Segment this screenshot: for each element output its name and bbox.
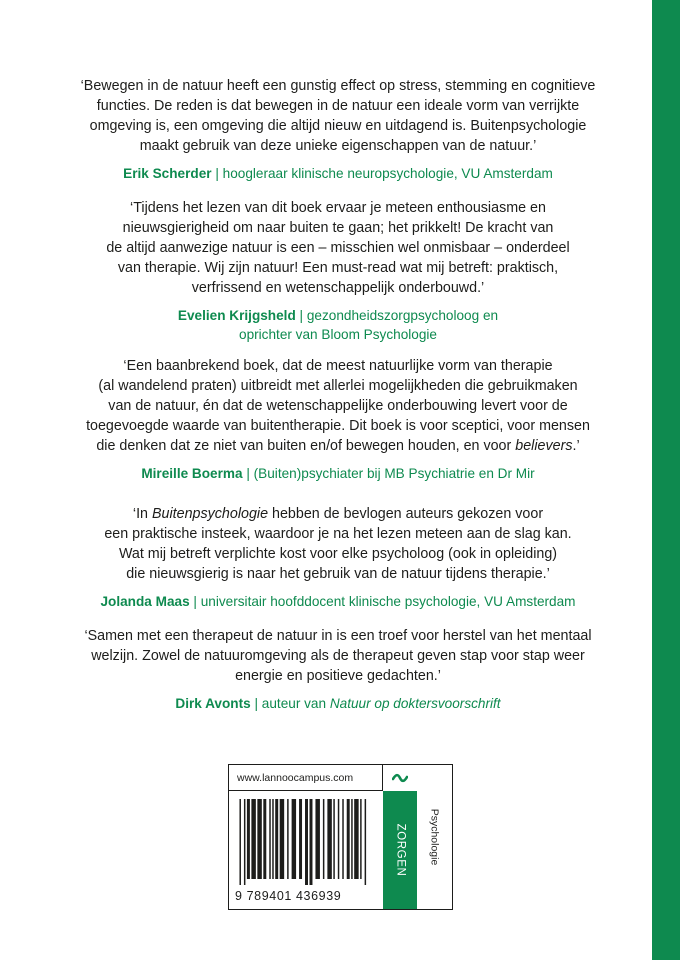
- quote-line: maakt gebruik van deze unieke eigenschappen van de natuur.’: [139, 138, 537, 154]
- attribution-separator: |: [193, 594, 197, 609]
- attribution: [68, 694, 608, 713]
- barcode-bar: [360, 799, 361, 879]
- attribution: [68, 164, 608, 183]
- barcode-bar: [315, 799, 319, 879]
- author-name: Erik Scherder: [123, 166, 212, 181]
- author-role: oprichter van Bloom Psychologie: [239, 327, 437, 342]
- attribution: [68, 592, 608, 611]
- quote-line: welzijn. Zowel de natuuromgeving als de therapeut geven stap voor stap weer: [91, 648, 585, 664]
- quote-line: [68, 436, 608, 456]
- quote-line: ‘Samen met een therapeut de natuur in is een troef voor herstel van het mentaal: [84, 628, 592, 644]
- quote-line: ‘Een baanbrekend boek, dat de meest natuurlijke vorm van therapie: [123, 358, 553, 374]
- quote-line: die nieuwsgierig is naar het gebruik van de natuur tijdens therapie.’: [126, 566, 550, 582]
- quote-line: (al wandelend praten) uitbreidt met allerlei mogelijkheden die gebruikmaken: [98, 378, 578, 394]
- barcode-bar: [347, 799, 350, 879]
- author-role: auteur van: [261, 696, 327, 711]
- lannoo-wave-icon: [383, 765, 417, 791]
- author-role: (Buiten)psychiater bij MB Psychiatrie en Dr Mir: [253, 466, 535, 481]
- barcode-bar: [333, 799, 334, 879]
- quote-line: functies. De reden is dat bewegen in de natuur een ideale vorm van verrijkte: [96, 98, 580, 114]
- barcode-bar: [244, 799, 245, 885]
- endorsement-maas: [68, 504, 608, 611]
- barcode-bar: [309, 799, 312, 885]
- quote-text: [68, 198, 608, 298]
- category-label: [383, 791, 417, 909]
- barcode-bar: [247, 799, 250, 879]
- quote-line: verfrissend en wetenschappelijk onderbouwd.’: [191, 280, 485, 296]
- quote-fragment: .’: [572, 438, 580, 454]
- book-title: Buitenpsychologie: [152, 506, 269, 522]
- isbn-number: 9 789401 436939: [235, 889, 342, 903]
- barcode-bar: [251, 799, 255, 879]
- author-role: gezondheidszorgpsycholoog en: [306, 308, 499, 323]
- attribution-separator: |: [215, 166, 219, 181]
- quote-line: van therapie. Wij zijn natuur! Een must-read wat mij betreft: praktisch,: [117, 260, 559, 276]
- quote-text: [68, 76, 608, 156]
- subject-label: [417, 764, 453, 910]
- author-role: hoogleraar klinische neuropsychologie, VU Amsterdam: [222, 166, 553, 181]
- quote-line: toegevoegde waarde van buitentherapie. Dit boek is voor sceptici, voor mensen: [86, 418, 590, 434]
- quote-line: ‘Bewegen in de natuur heeft een gunstig effect op stress, stemming en cognitieve: [80, 78, 596, 94]
- barcode-bar: [239, 799, 240, 885]
- quote-line: Wat mij betreft verplichte kost voor elke psycholoog (ook in opleiding): [118, 546, 558, 562]
- barcode-bar: [323, 799, 324, 879]
- quote-line: ‘Tijdens het lezen van dit boek ervaar je meteen enthousiasme en: [130, 200, 546, 216]
- endorsement-scherder: [68, 76, 608, 183]
- publisher-url: www.lannoocampus.com: [229, 765, 383, 791]
- barcode-bar: [327, 799, 331, 879]
- isbn-barcode: [235, 799, 381, 885]
- quote-line: de altijd aanwezige natuur is een – misschien wel onmisbaar – onderdeel: [106, 240, 570, 256]
- attribution-separator: |: [254, 696, 259, 711]
- barcode-bar: [305, 799, 308, 885]
- author-name: Evelien Krijgsheld: [177, 308, 296, 323]
- barcode-bar: [354, 799, 358, 879]
- barcode-bar: [342, 799, 343, 879]
- barcode-bar: [299, 799, 302, 879]
- author-name: Dirk Avonts: [175, 696, 251, 711]
- quote-fragment: ‘In: [132, 506, 149, 522]
- author-name: Mireille Boerma: [141, 466, 243, 481]
- quote-line: omgeving is, een omgeving die altijd nieuw en uitdagend is. Buitenpsychologie: [89, 118, 587, 134]
- quote-text: [68, 356, 608, 456]
- endorsement-krijgsheld: [68, 198, 608, 344]
- attribution: [68, 306, 608, 344]
- quote-text: [68, 626, 608, 686]
- subject-text: Psychologie: [428, 808, 441, 865]
- attribution: [68, 464, 608, 483]
- barcode-bar: [287, 799, 288, 879]
- quote-line: energie en positieve gedachten.’: [235, 668, 441, 684]
- author-role: universitair hoofddocent klinische psychologie, VU Amsterdam: [200, 594, 576, 609]
- quote-line: [68, 504, 608, 524]
- attribution-separator: |: [246, 466, 250, 481]
- barcode-bar: [292, 799, 296, 879]
- barcode-box: [228, 764, 441, 910]
- barcode-bar: [338, 799, 339, 879]
- quote-line: van de natuur, én dat de wetenschappelijke onderbouwing levert voor de: [108, 398, 568, 414]
- barcode-bar: [272, 799, 273, 879]
- barcode-bar: [257, 799, 261, 879]
- green-edge-strip: [652, 0, 680, 960]
- category-text: ZORGEN: [394, 823, 407, 877]
- quote-line: een praktische insteek, waardoor je na het lezen meteen aan de slag kan.: [104, 526, 572, 542]
- barcode-bar: [365, 799, 366, 885]
- barcode-bar: [280, 799, 284, 879]
- quote-line: nieuwsgierigheid om naar buiten te gaan; het prikkelt! De kracht van: [122, 220, 554, 236]
- author-name: Jolanda Maas: [100, 594, 190, 609]
- quote-fragment: die denken dat ze niet van buiten en/of bewegen houden, en voor: [96, 438, 512, 454]
- barcode-bar: [275, 799, 278, 879]
- quote-fragment: hebben de bevlogen auteurs gekozen voor: [272, 506, 544, 522]
- barcode-bar: [351, 799, 352, 879]
- book-title: Natuur op doktersvoorschrift: [329, 696, 501, 711]
- quote-text: [68, 504, 608, 584]
- endorsement-boerma: [68, 356, 608, 483]
- barcode-bar: [263, 799, 266, 879]
- quote-emphasis: believers: [515, 438, 573, 454]
- barcode-bar: [269, 799, 270, 879]
- attribution-separator: |: [299, 308, 304, 323]
- endorsement-avonts: [68, 626, 608, 713]
- lannoo-wave-icon-shape: [392, 773, 408, 783]
